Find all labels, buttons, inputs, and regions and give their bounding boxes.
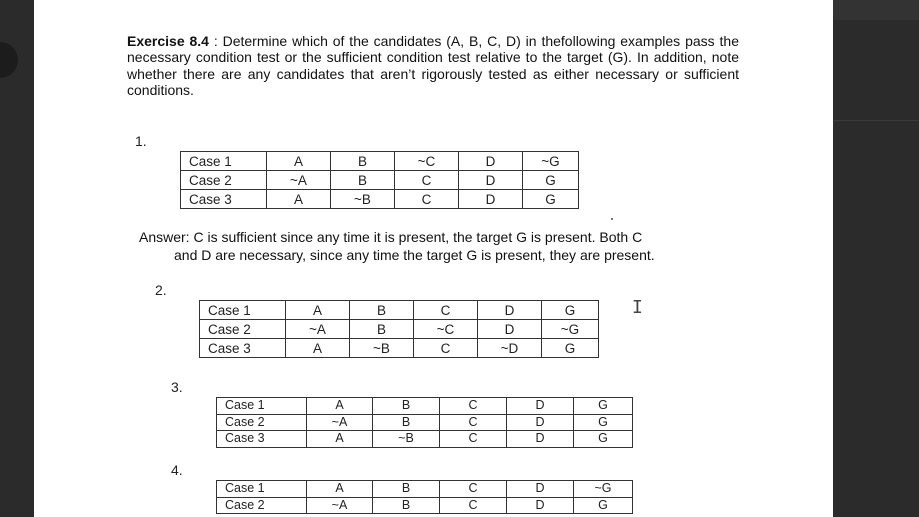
table-cell: B	[331, 171, 395, 190]
table-cell: D	[507, 431, 574, 448]
table-cell: B	[331, 152, 395, 171]
table-cell: G	[523, 171, 579, 190]
table-cell: D	[478, 320, 542, 339]
table-cell: D	[478, 301, 542, 320]
answer-1	[139, 229, 699, 264]
table-cell: D	[507, 497, 574, 514]
table-cell: C	[440, 414, 507, 431]
table-cell: D	[459, 152, 523, 171]
exercise-intro	[127, 33, 739, 98]
answer-line-2: and D are necessary, since any time the target G is present, they are present.	[174, 246, 655, 263]
case-label: Case 3	[200, 339, 286, 358]
table-cell: B	[350, 320, 414, 339]
case-label: Case 2	[200, 320, 286, 339]
table-cell: G	[542, 339, 599, 358]
table-row	[200, 339, 599, 358]
speck	[611, 218, 613, 220]
text-cursor-icon: I	[632, 297, 643, 318]
table-cell: A	[267, 190, 331, 209]
table-cell: G	[523, 190, 579, 209]
case-label: Case 2	[217, 497, 307, 514]
truth-table-1	[180, 151, 579, 209]
table-cell: A	[307, 431, 373, 448]
table-row	[217, 414, 633, 431]
table-cell: ~A	[307, 497, 373, 514]
table-cell: B	[373, 497, 440, 514]
table-cell: C	[395, 190, 459, 209]
case-label: Case 3	[181, 190, 267, 209]
table-cell: ~G	[542, 320, 599, 339]
table-cell: A	[307, 481, 373, 498]
table-cell: B	[373, 481, 440, 498]
table-row	[181, 190, 579, 209]
case-label: Case 1	[200, 301, 286, 320]
truth-table-4	[216, 480, 633, 514]
table-cell: B	[373, 398, 440, 415]
table-cell: B	[373, 414, 440, 431]
table-row	[217, 481, 633, 498]
right-toolbar-strip	[833, 0, 919, 20]
table-cell: C	[414, 301, 478, 320]
table-cell: C	[440, 481, 507, 498]
truth-table-2	[199, 300, 599, 358]
table-cell: D	[459, 171, 523, 190]
table-cell: A	[286, 301, 350, 320]
answer-line-1: Answer: C is sufficient since any time it is present, the target G is present. Both C	[139, 229, 643, 245]
case-label: Case 2	[217, 414, 307, 431]
background-shape	[0, 42, 18, 78]
table-cell: D	[459, 190, 523, 209]
table-row	[217, 398, 633, 415]
table-cell: D	[507, 481, 574, 498]
table-cell: G	[574, 497, 633, 514]
table-row	[200, 301, 599, 320]
table-cell: ~C	[414, 320, 478, 339]
table-cell: ~A	[286, 320, 350, 339]
table-cell: A	[286, 339, 350, 358]
table-cell: ~G	[523, 152, 579, 171]
table-cell: ~D	[478, 339, 542, 358]
table-row	[181, 152, 579, 171]
table-cell: G	[542, 301, 599, 320]
table-cell: A	[307, 398, 373, 415]
table-cell: ~B	[331, 190, 395, 209]
table-cell: C	[440, 431, 507, 448]
table-row	[181, 171, 579, 190]
right-background	[833, 0, 919, 517]
table-cell: ~B	[373, 431, 440, 448]
table-cell: ~A	[267, 171, 331, 190]
table-row	[200, 320, 599, 339]
problem-number: 1.	[135, 133, 147, 149]
table-cell: G	[574, 414, 633, 431]
table-cell: D	[507, 414, 574, 431]
table-cell: ~A	[307, 414, 373, 431]
document-page[interactable]	[34, 0, 833, 517]
problem-number: 2.	[155, 282, 167, 298]
table-cell: B	[350, 301, 414, 320]
table-cell: C	[395, 171, 459, 190]
table-cell: G	[574, 431, 633, 448]
table-cell: ~G	[574, 481, 633, 498]
table-cell: D	[507, 398, 574, 415]
exercise-heading: Exercise 8.4	[127, 33, 209, 49]
table-cell: ~B	[350, 339, 414, 358]
left-background	[0, 0, 34, 517]
table-row	[217, 431, 633, 448]
table-cell: C	[414, 339, 478, 358]
table-row	[217, 497, 633, 514]
table-cell: G	[574, 398, 633, 415]
divider	[833, 120, 919, 121]
case-label: Case 1	[181, 152, 267, 171]
case-label: Case 1	[217, 481, 307, 498]
table-cell: A	[267, 152, 331, 171]
table-cell: ~C	[395, 152, 459, 171]
problem-number: 4.	[171, 462, 183, 478]
case-label: Case 3	[217, 431, 307, 448]
case-label: Case 1	[217, 398, 307, 415]
truth-table-3	[216, 397, 633, 448]
case-label: Case 2	[181, 171, 267, 190]
exercise-text: : Determine which of the candidates (A, B, C, D) in thefollowing examples pass the necessary condition test or the sufficient condition test relative to the target (G). In addition, note whether there are any candidates that aren’t rigorously tested as either necessary or sufficient conditions.	[127, 33, 739, 98]
table-cell: C	[440, 398, 507, 415]
table-cell: C	[440, 497, 507, 514]
problem-number: 3.	[171, 379, 183, 395]
